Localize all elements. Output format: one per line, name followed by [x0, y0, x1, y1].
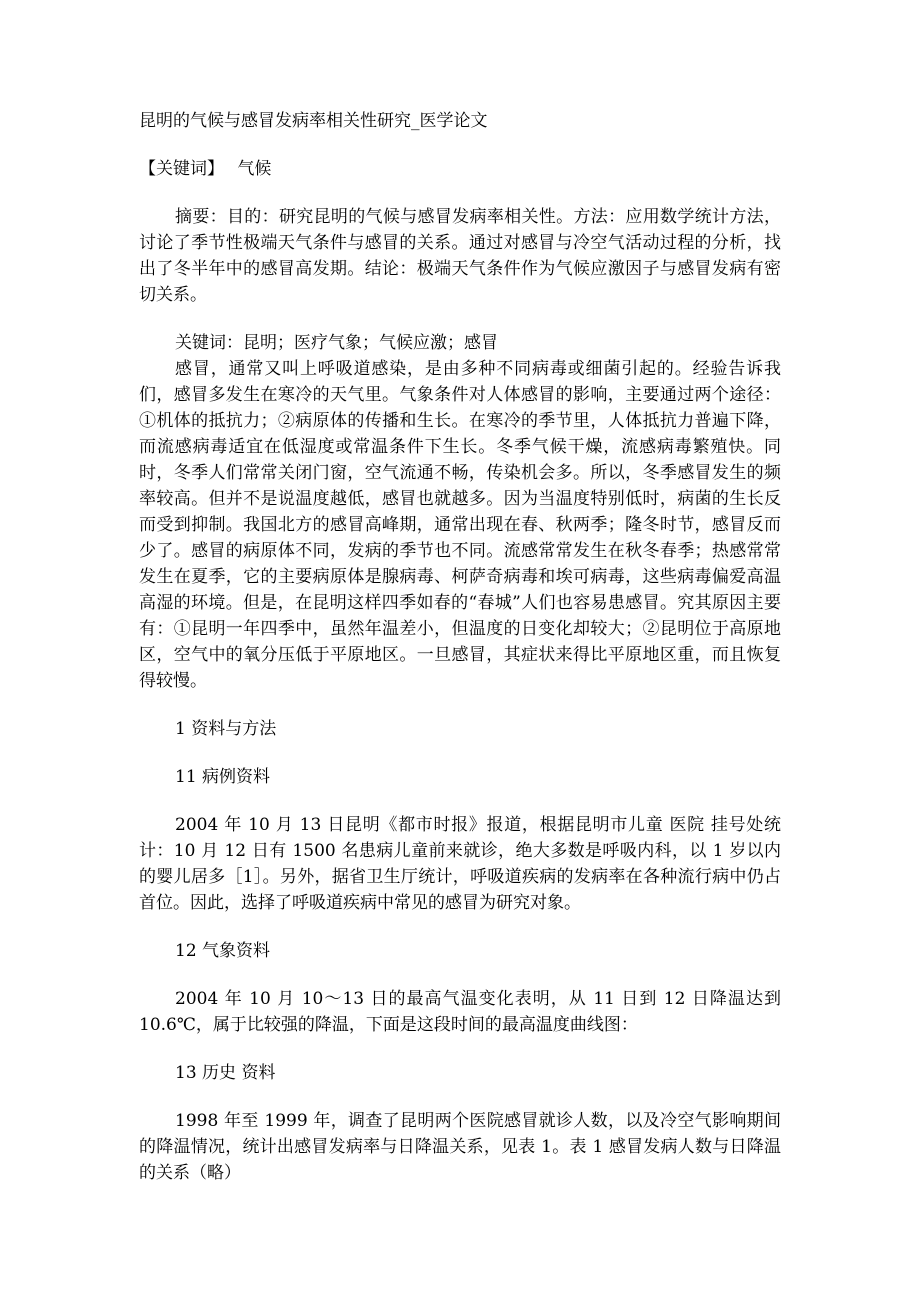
section-heading-12: 12 气象资料: [175, 941, 271, 961]
case-data-paragraph: 2004 年 10 月 13 日昆明《都市时报》报道，根据昆明市儿童 医院 挂号处统计：10 月 12 日有 1500 名患病儿童前来就诊，绝大多数是呼吸内科，以 1 岁以内的婴儿居多［1］。另外，据省卫生厅统计，呼吸道疾病的发病率在各种流行病中仍占首位。因此，选择了呼吸道疾病中常见的感冒为研究对象。: [139, 815, 781, 913]
section-heading-11: 11 病例资料: [175, 767, 271, 787]
keyword-line: [139, 156, 781, 182]
weather-data-paragraph: 2004 年 10 月 10～13 日的最高气温变化表明，从 11 日到 12 日降温达到 10.6℃，属于比较强的降温，下面是这段时间的最高温度曲线图：: [139, 989, 781, 1035]
intro-paragraph: 感冒，通常又叫上呼吸道感染，是由多种不同病毒或细菌引起的。经验告诉我们，感冒多发生在寒冷的天气里。气象条件对人体感冒的影响，主要通过两个途径：①机体的抵抗力；②病原体的传播和生长。在寒冷的季节里，人体抵抗力普遍下降，而流感病毒适宜在低湿度或常温条件下生长。冬季气候干燥，流感病毒繁殖快。同时，冬季人们常常关闭门窗，空气流通不畅，传染机会多。所以，冬季感冒发生的频率较高。但并不是说温度越低，感冒也就越多。因为当温度特别低时，病菌的生长反而受到抑制。我国北方的感冒高峰期，通常出现在春、秋两季；隆冬时节，感冒反而少了。感冒的病原体不同，发病的季节也不同。流感常常发生在秋冬春季；热感常常发生在夏季，它的主要病原体是腺病毒、柯萨奇病毒和埃可病毒，这些病毒偏爱高温高湿的环境。但是，在昆明这样四季如春的“春城”人们也容易患感冒。究其原因主要有：①昆明一年四季中，虽然年温差小，但温度的日变化却较大；②昆明位于高原地区，空气中的氧分压低于平原地区。一旦感冒，其症状来得比平原地区重，而且恢复得较慢。: [139, 359, 781, 691]
keywords-paragraph: 关键词：昆明；医疗气象；气候应激；感冒: [175, 333, 498, 353]
history-data-paragraph: 1998 年至 1999 年，调查了昆明两个医院感冒就诊人数，以及冷空气影响期间的降温情况，统计出感冒发病率与日降温关系，见表 1。表 1 感冒发病人数与日降温的关系（略）: [139, 1111, 781, 1183]
keyword-value: 气候: [237, 159, 272, 179]
document-page: [139, 108, 781, 1186]
section-heading-13: 13 历史 资料: [175, 1063, 276, 1083]
keyword-label: 【关键词】: [139, 159, 224, 179]
document-title: 昆明的气候与感冒发病率相关性研究_医学论文: [139, 111, 488, 131]
abstract-paragraph: 摘要：目的：研究昆明的气候与感冒发病率相关性。方法：应用数学统计方法，讨论了季节性极端天气条件与感冒的关系。通过对感冒与冷空气活动过程的分析，找出了冬半年中的感冒高发期。结论：极端天气条件作为气候应激因子与感冒发病有密切关系。: [139, 207, 781, 305]
section-heading-1: 1 资料与方法: [175, 719, 277, 739]
